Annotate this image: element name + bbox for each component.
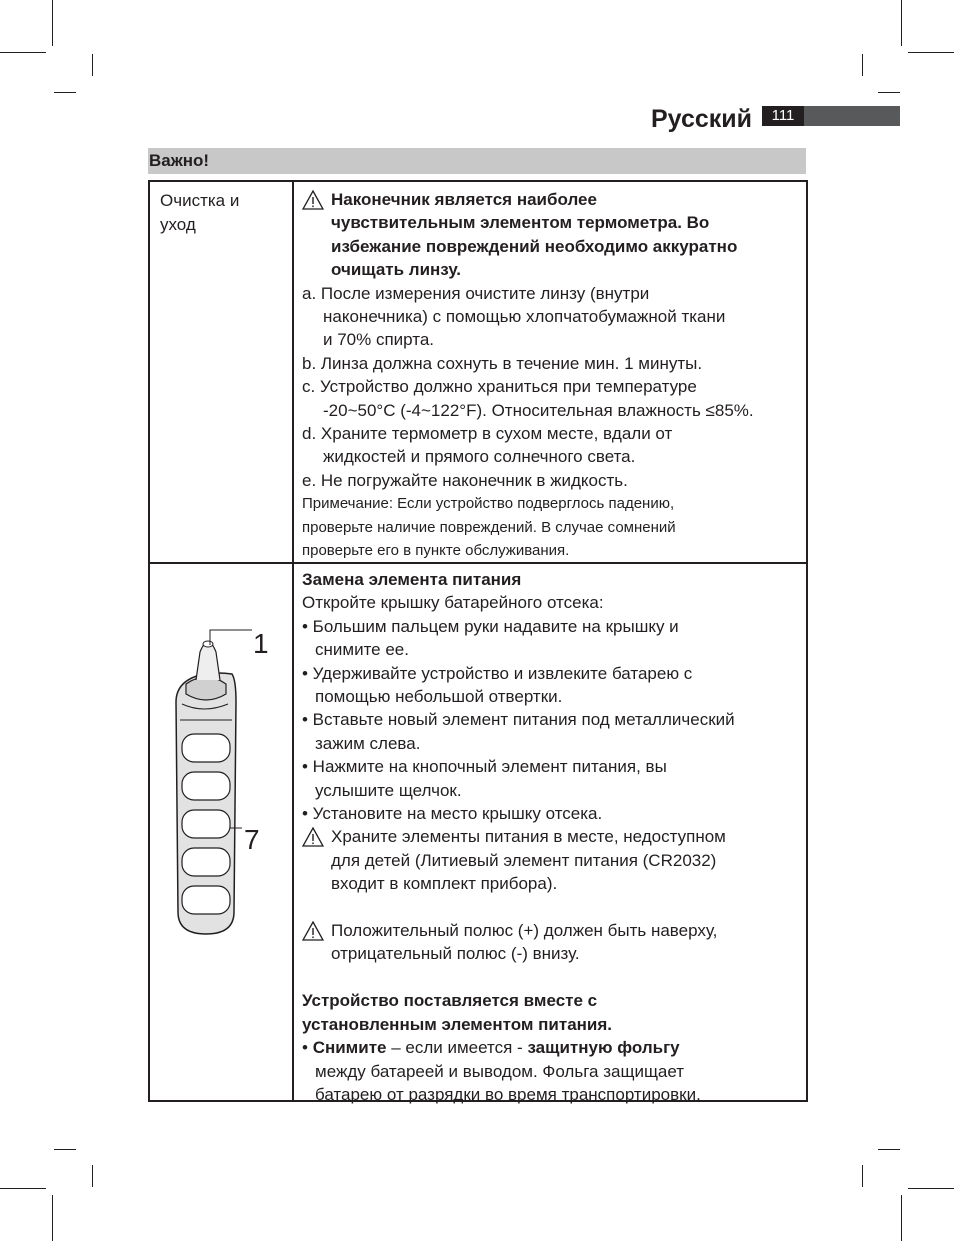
battery-title: Замена элемента питания [302, 570, 522, 589]
bullet-line: • Вставьте новый элемент питания под металлический [302, 710, 735, 730]
header-bar [804, 106, 900, 126]
section-title: Важно! [148, 148, 806, 174]
crop-mark [0, 52, 46, 53]
crop-mark [52, 0, 53, 46]
cleaning-label [160, 189, 285, 237]
remove-mid: – если имеется - [386, 1038, 528, 1058]
crop-mark [878, 1149, 900, 1150]
remove-line: между батареей и выводом. Фольга защищает [315, 1061, 685, 1081]
label-line: уход [160, 215, 196, 234]
page-number: 111 [762, 106, 804, 126]
crop-mark [54, 1149, 76, 1150]
crop-mark [92, 54, 93, 76]
crop-mark [52, 1195, 53, 1241]
crop-mark [54, 92, 76, 93]
language-title: Русский [650, 105, 752, 133]
remove-bold: Снимите [312, 1038, 387, 1058]
crop-mark [862, 54, 863, 76]
bullet-line: • Большим пальцем руки надавите на крышку и [302, 616, 679, 636]
step-line: жидкостей и прямого солнечного света. [323, 447, 636, 467]
crop-mark [92, 1165, 93, 1187]
warning-line: для детей (Литиевый элемент питания (CR2032) [331, 850, 717, 870]
label-line: Очистка и [160, 191, 240, 210]
step-line: b. Линза должна сохнуть в течение мин. 1 минуты. [302, 353, 703, 373]
step-line: d. Храните термометр в сухом месте, вдали от [302, 424, 673, 444]
bullet-line: • Установите на место крышку отсека. [302, 804, 603, 824]
step-line: a. После измерения очистите линзу (внутри [302, 283, 650, 303]
crop-mark [901, 1195, 902, 1241]
supplied-line: установленным элементом питания. [302, 1014, 613, 1034]
warning-line: Положительный полюс (+) должен быть наверху, [331, 921, 718, 941]
battery-warning-children [302, 825, 804, 895]
bullet-line: снимите ее. [315, 640, 409, 660]
crop-mark [901, 0, 902, 46]
bullet-line: • Нажмите на кнопочный элемент питания, вы [302, 757, 667, 777]
table-divider [292, 182, 294, 1100]
battery-intro: Откройте крышку батарейного отсека: [302, 593, 604, 613]
foil-bold: защитную фольгу [527, 1038, 680, 1058]
warning-line: входит в комплект прибора). [331, 874, 558, 894]
crop-mark [862, 1165, 863, 1187]
step-line: c. Устройство должно храниться при температуре [302, 377, 697, 397]
warning-line: чувствительным элементом термометра. Во [331, 213, 710, 233]
step-line: и 70% спирта. [323, 330, 435, 350]
step-line: -20~50°C (-4~122°F). Относительная влажность ≤85%. [323, 400, 754, 420]
battery-content [302, 568, 804, 1106]
remove-foil-line [302, 1036, 804, 1059]
warning-line: очищать линзу. [331, 260, 462, 280]
battery-warning-polarity [302, 919, 804, 966]
cleaning-content [302, 188, 804, 563]
figure-label-1: 1 [253, 628, 269, 659]
thermometer-illustration [158, 622, 278, 942]
warning-line: Наконечник является наиболее [331, 190, 597, 209]
figure-label-7: 7 [244, 824, 260, 855]
warning-icon [302, 190, 324, 210]
info-table [148, 180, 808, 1102]
note-line: Примечание: Если устройство подверглось падению, [302, 495, 675, 513]
note-line: проверьте наличие повреждений. В случае сомнений [302, 518, 676, 536]
bullet-line: зажим слева. [315, 733, 421, 753]
cleaning-warning [302, 188, 804, 282]
supplied-line: Устройство поставляется вместе с [302, 991, 598, 1011]
bullet-line: помощью небольшой отвертки. [315, 687, 563, 707]
step-line: e. Не погружайте наконечник в жидкость. [302, 470, 628, 490]
warning-line: избежание повреждений необходимо аккуратно [331, 236, 738, 256]
remove-line: батарею от разрядки во время транспортировки. [315, 1084, 701, 1104]
warning-line: отрицательный полюс (-) внизу. [331, 944, 580, 964]
warning-icon [302, 921, 324, 941]
warning-line: Храните элементы питания в месте, недоступном [331, 827, 726, 847]
crop-mark [0, 1188, 46, 1189]
bullet: • [302, 1038, 308, 1058]
note-line: проверьте его в пункте обслуживания. [302, 542, 570, 560]
warning-icon [302, 827, 324, 847]
bullet-line: услышите щелчок. [315, 780, 462, 800]
bullet-line: • Удерживайте устройство и извлеките батарею с [302, 663, 693, 683]
crop-mark [878, 92, 900, 93]
step-line: наконечника) с помощью хлопчатобумажной ткани [323, 307, 726, 327]
crop-mark [908, 52, 954, 53]
crop-mark [908, 1188, 954, 1189]
